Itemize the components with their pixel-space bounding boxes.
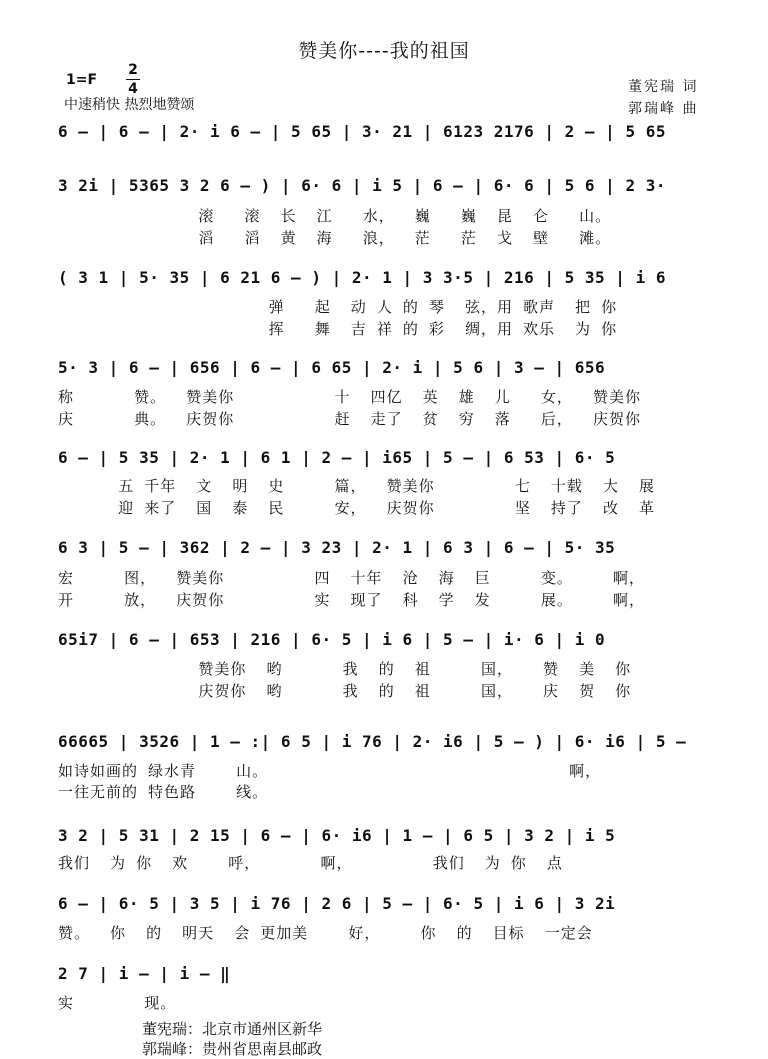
lyric-row-4b: 庆 典。 庆贺你 赶 走了 贫 穷 落 后， 庆贺你: [58, 410, 641, 428]
lyric-row-3a: 弹 起 动 人 的 琴 弦，用 歌声 把 你: [58, 298, 618, 316]
notation-row-5: 6 – | 5 35 | 2· 1 | 6 1 | 2 – | i65 | 5 – | 6 53 | 6· 5: [58, 448, 616, 467]
page-title: 赞美你----我的祖国: [298, 40, 470, 62]
tempo-marking: 中速稍快 热烈地赞颂: [64, 97, 195, 113]
notation-row-6: 6 3 | 5 – | 362 | 2 – | 3 23 | 2· 1 | 6 3 | 6 – | 5· 35: [58, 538, 616, 557]
lyric-row-9: 我们 为 你 欢 呼， 啊， 我们 为 你 点: [58, 854, 563, 872]
notation-row-1: 6 – | 6 – | 2· i 6 – | 5 65 | 3· 21 | 6123 2176 | 2 – | 5 65: [58, 122, 666, 141]
lyricist-credit: 董宪瑞 词: [628, 79, 699, 95]
notation-row-11: 2 7 | i – | i – ‖: [58, 964, 231, 983]
lyric-row-5b: 迎 来了 国 泰 民 安， 庆贺你 坚 持了 改 革: [58, 499, 656, 517]
lyric-row-7b: 庆贺你 哟 我 的 祖 国， 庆 贺 你: [58, 682, 632, 700]
time-signature: [126, 62, 140, 97]
notation-row-10: 6 – | 6· 5 | 3 5 | i 76 | 2 6 | 5 – | 6· 5 | i 6 | 3 2i: [58, 894, 616, 913]
time-signature-line: [126, 79, 140, 80]
lyric-row-10: 赞。 你 的 明天 会 更加美 好， 你 的 目标 一定会: [58, 924, 593, 942]
notation-row-2: 3 2i | 5365 3 2 6 – ) | 6· 6 | i 5 | 6 – | 6· 6 | 5 6 | 2 3·: [58, 176, 666, 195]
composer-credit: 郭瑞峰 曲: [628, 101, 699, 117]
time-signature-top: 2: [128, 62, 138, 78]
lyric-row-2b: 滔 滔 黄 海 浪， 茫 茫 戈 壁 滩。: [58, 229, 612, 247]
lyric-row-6b: 开 放， 庆贺你 实 现了 科 学 发 展。 啊，: [58, 591, 646, 609]
lyric-row-8b: 一往无前的 特色路 线。: [58, 783, 269, 801]
notation-row-3: ( 3 1 | 5· 35 | 6 21 6 – ) | 2· 1 | 3 3·5 | 216 | 5 35 | i 6: [58, 268, 666, 287]
notation-row-4: 5· 3 | 6 – | 656 | 6 – | 6 65 | 2· i | 5 6 | 3 – | 656: [58, 358, 606, 377]
lyric-row-2a: 滚 滚 长 江 水， 巍 巍 昆 仑 山。: [58, 207, 612, 225]
lyric-row-4a: 称 赞。 赞美你 十 四亿 英 雄 儿 女， 赞美你: [58, 388, 641, 406]
notation-row-9: 3 2 | 5 31 | 2 15 | 6 – | 6· i6 | 1 – | 6 5 | 3 2 | i 5: [58, 826, 616, 845]
time-signature-bottom: 4: [128, 81, 138, 97]
lyric-row-5a: 五 千年 文 明 史 篇， 赞美你 七 十载 大 展: [58, 477, 656, 495]
footer-line-1: 董宪瑞：北京市通州区新华: [142, 1020, 323, 1038]
footer-line-2: 郭瑞峰：贵州省思南县邮政: [142, 1040, 323, 1058]
lyric-row-8a: 如诗如画的 绿水青 山。 啊，: [58, 762, 602, 780]
notation-row-7: 65i7 | 6 – | 653 | 216 | 6· 5 | i 6 | 5 – | i· 6 | i 0: [58, 630, 606, 649]
lyric-row-7a: 赞美你 哟 我 的 祖 国， 赞 美 你: [58, 660, 632, 678]
lyric-row-3b: 挥 舞 吉 祥 的 彩 绸，用 欢乐 为 你: [58, 320, 618, 338]
lyric-row-11: 实 现。: [58, 994, 177, 1012]
lyric-row-6a: 宏 图， 赞美你 四 十年 沧 海 巨 变。 啊，: [58, 569, 646, 587]
notation-row-8: 66665 | 3526 | 1 – :| 6 5 | i 76 | 2· i6 | 5 – ) | 6· i6 | 5 –: [58, 732, 687, 751]
key-signature: 1=F: [66, 72, 98, 88]
